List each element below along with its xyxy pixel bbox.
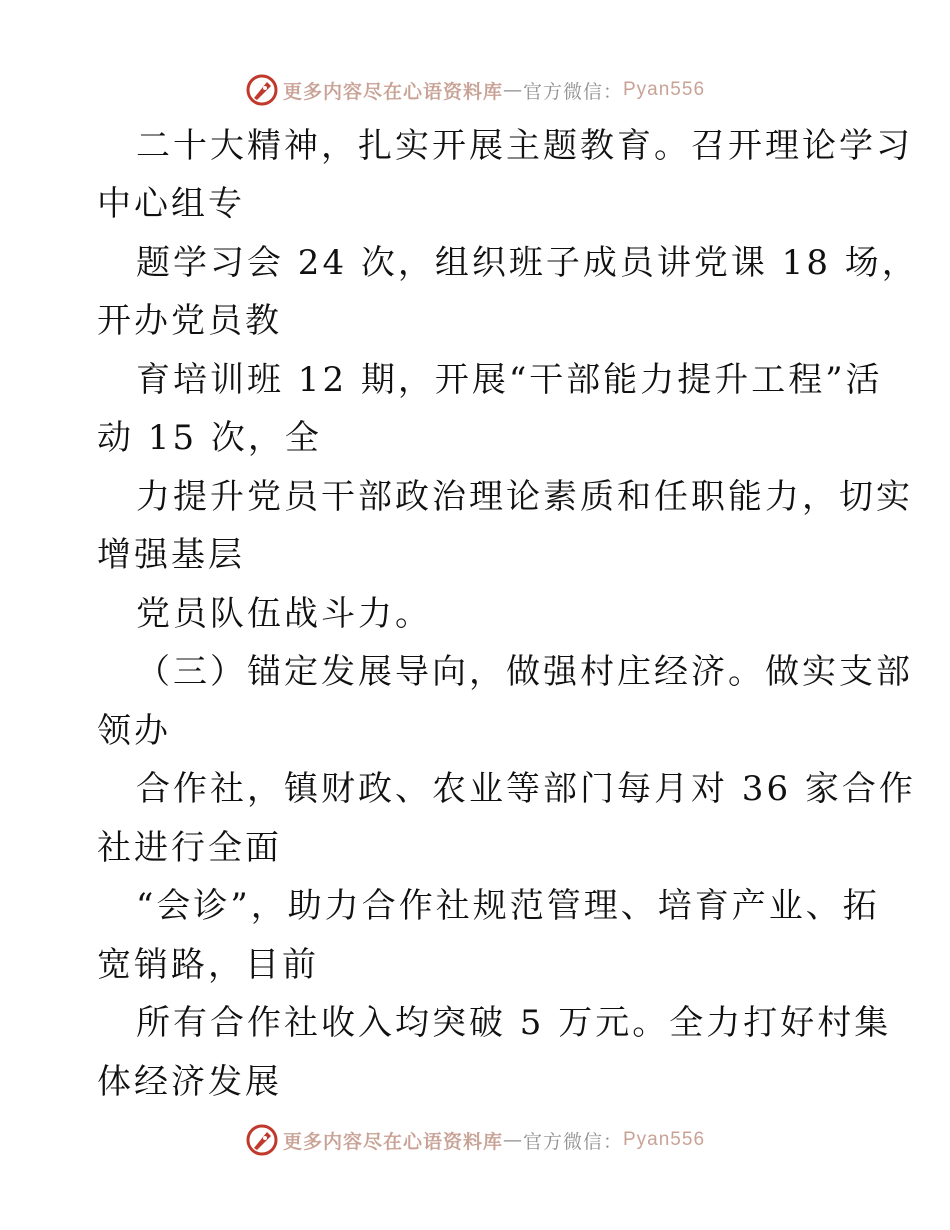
body-line: 力提升党员干部政治理论素质和任职能力，切实 — [136, 477, 913, 517]
body-line: 党员队伍战斗力。 — [136, 594, 432, 634]
header-banner-text: 更多内容尽在心语资料库 — [282, 80, 503, 103]
footer-banner-text: 更多内容尽在心语资料库 — [282, 1130, 503, 1153]
body-line: 社进行全面 — [97, 828, 282, 868]
body-line: 题学习会 24 次，组织班子成员讲党课 18 场， — [136, 243, 919, 283]
header-banner-account: Pyan556 — [623, 79, 706, 100]
header-banner-dash: — — [502, 79, 523, 101]
body-line: 体经济发展 — [97, 1062, 282, 1102]
body-line: 合作社，镇财政、农业等部门每月对 36 家合作 — [136, 769, 916, 809]
body-line: 开办党员教 — [97, 301, 282, 341]
footer-banner-dash: — — [502, 1129, 523, 1151]
body-line: 宽销路，目前 — [97, 945, 319, 985]
pen-nib-logo-icon — [245, 73, 279, 107]
body-line: 领办 — [97, 711, 171, 751]
footer-banner — [0, 1120, 950, 1160]
header-banner-official-label: 官方微信： — [522, 80, 623, 103]
body-line: 所有合作社收入均突破 5 万元。全力打好村集 — [136, 1003, 892, 1043]
body-line: 中心组专 — [97, 184, 245, 224]
pen-nib-logo-icon — [245, 1123, 279, 1157]
header-banner — [0, 70, 950, 110]
footer-banner-official-label: 官方微信： — [522, 1130, 623, 1153]
body-line: “会诊”，助力合作社规范管理、培育产业、拓 — [136, 886, 880, 926]
body-line: 动 15 次，全 — [97, 418, 322, 458]
body-line: 二十大精神，扎实开展主题教育。召开理论学习 — [136, 126, 913, 166]
body-line: 育培训班 12 期，开展“干部能力提升工程”活 — [136, 360, 883, 400]
section-heading-line: （三）锚定发展导向，做强村庄经济。做实支部 — [136, 652, 913, 692]
footer-banner-account: Pyan556 — [623, 1129, 706, 1150]
body-line: 增强基层 — [97, 535, 245, 575]
